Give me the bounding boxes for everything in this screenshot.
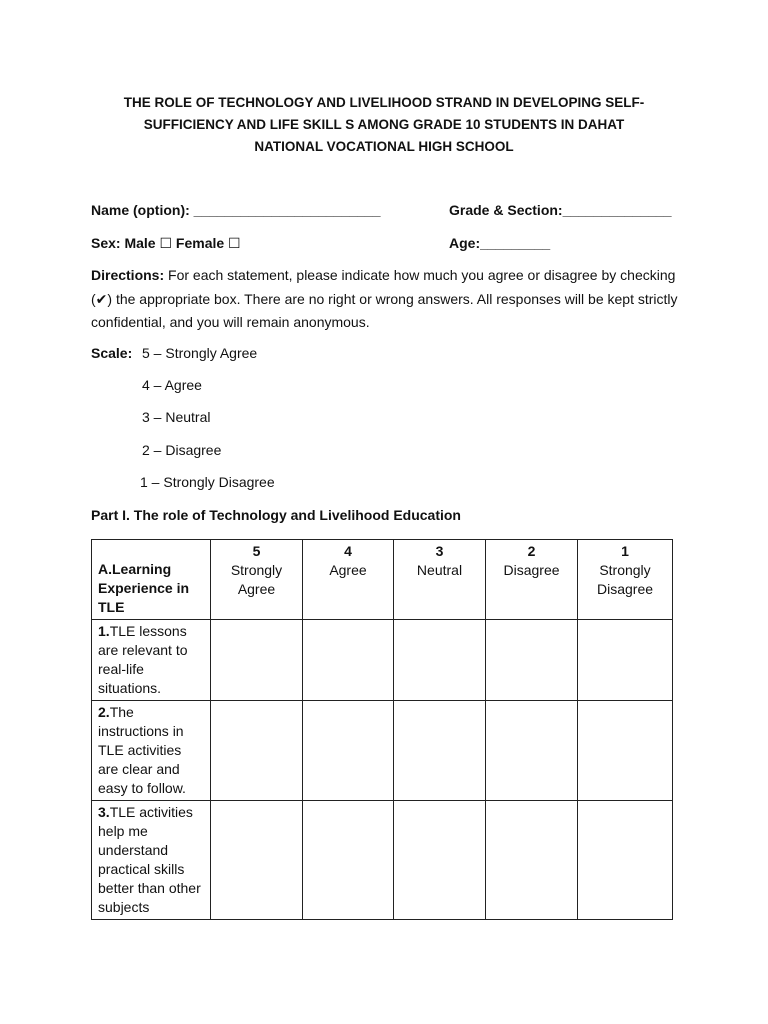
col-5-number: 5 xyxy=(252,543,261,559)
rating-cell-3-4[interactable] xyxy=(303,801,394,920)
col-5-label: Strongly Agree xyxy=(230,562,283,597)
header-col-1 xyxy=(578,540,673,620)
age-field[interactable]: Age:_________ xyxy=(449,235,551,251)
rating-cell-2-2[interactable] xyxy=(486,701,578,801)
rating-cell-1-1[interactable] xyxy=(578,620,673,701)
scale-label: Scale: xyxy=(91,345,133,361)
survey-table xyxy=(91,539,673,920)
statement-3-number: 3. xyxy=(98,804,110,820)
table-row xyxy=(92,701,673,801)
table-row xyxy=(92,620,673,701)
rating-cell-2-1[interactable] xyxy=(578,701,673,801)
col-4-number: 4 xyxy=(344,543,352,559)
title-line-1: THE ROLE OF TECHNOLOGY AND LIVELIHOOD STRAND IN DEVELOPING SELF- xyxy=(123,95,645,110)
part-1-title: Part I. The role of Technology and Livelihood Education xyxy=(91,507,461,523)
rating-cell-1-3[interactable] xyxy=(394,620,486,701)
header-col-5 xyxy=(211,540,303,620)
rating-cell-3-1[interactable] xyxy=(578,801,673,920)
directions-label: Directions: xyxy=(91,267,165,283)
col-3-label: Neutral xyxy=(416,562,463,578)
statement-2-number: 2. xyxy=(98,704,110,720)
statement-1-number: 1. xyxy=(98,623,110,639)
rating-cell-1-4[interactable] xyxy=(303,620,394,701)
rating-cell-2-3[interactable] xyxy=(394,701,486,801)
rating-cell-3-3[interactable] xyxy=(394,801,486,920)
header-col-3 xyxy=(394,540,486,620)
scale-item-1: 1 – Strongly Disagree xyxy=(140,474,275,490)
rating-cell-3-2[interactable] xyxy=(486,801,578,920)
table-header-row xyxy=(92,540,673,620)
scale-item-3: 3 – Neutral xyxy=(142,409,211,425)
rating-cell-2-5[interactable] xyxy=(211,701,303,801)
title-line-2: SUFFICIENCY AND LIFE SKILL S AMONG GRADE 10 STUDENTS IN DAHAT xyxy=(143,117,625,132)
col-2-number: 2 xyxy=(527,543,536,559)
col-3-number: 3 xyxy=(435,543,444,559)
scale-item-4: 4 – Agree xyxy=(142,377,202,393)
scale-item-2: 2 – Disagree xyxy=(142,442,222,458)
directions-text: For each statement, please indicate how much you agree or disagree by checking (✔) the appropriate box. There are no right or wrong answers. All responses will be kept strictly confidential, and you will remain anonymous. xyxy=(91,267,678,330)
col-2-label: Disagree xyxy=(503,562,560,578)
rating-cell-1-2[interactable] xyxy=(486,620,578,701)
statement-1 xyxy=(92,620,211,701)
grade-section-field[interactable]: Grade & Section:______________ xyxy=(449,202,672,218)
sex-field[interactable]: Sex: Male ☐ Female ☐ xyxy=(91,235,241,251)
directions-paragraph xyxy=(91,264,691,335)
document-title xyxy=(90,92,678,158)
rating-cell-1-5[interactable] xyxy=(211,620,303,701)
rating-cell-2-4[interactable] xyxy=(303,701,394,801)
header-col-4 xyxy=(303,540,394,620)
header-category: A.Learning Experience in TLE xyxy=(92,540,211,620)
col-1-label: Strongly Disagree xyxy=(596,562,654,597)
col-1-number: 1 xyxy=(621,543,629,559)
statement-3-text: TLE activities help me understand practical skills better than other subjects xyxy=(98,804,201,915)
statement-2-text: The instructions in TLE activities are clear and easy to follow. xyxy=(98,704,186,796)
header-col-2 xyxy=(486,540,578,620)
name-field[interactable]: Name (option): ________________________ xyxy=(91,202,381,218)
title-line-3: NATIONAL VOCATIONAL HIGH SCHOOL xyxy=(254,139,514,154)
statement-2 xyxy=(92,701,211,801)
rating-cell-3-5[interactable] xyxy=(211,801,303,920)
table-row xyxy=(92,801,673,920)
statement-1-text: TLE lessons are relevant to real-life situations. xyxy=(98,623,188,696)
statement-3 xyxy=(92,801,211,920)
col-4-label: Agree xyxy=(329,562,367,578)
scale-item-5: 5 – Strongly Agree xyxy=(142,345,258,361)
